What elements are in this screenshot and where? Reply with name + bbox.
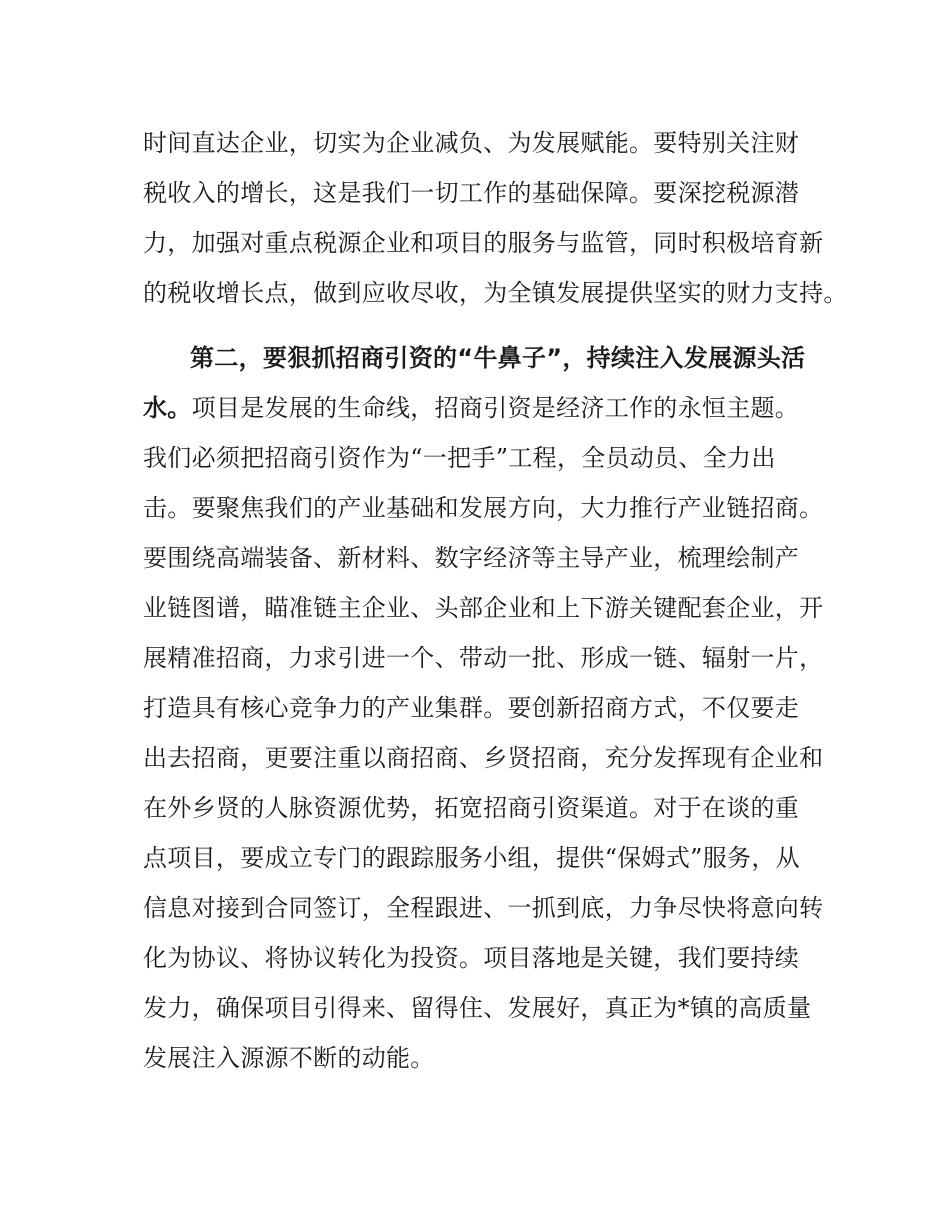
text-line: 打造具有核心竞争力的产业集群。要创新招商方式，不仅要走 [143, 694, 800, 722]
text-line: 时间直达企业，切实为企业减负、为发展赋能。要特别关注财 [143, 129, 800, 157]
text-line: 发力，确保项目引得来、留得住、发展好，真正为*镇的高质量 [143, 994, 812, 1022]
text-line: 点项目，要成立专门的跟踪服务小组，提供“保姆式”服务，从 [143, 844, 800, 872]
text-line: 发展注入源源不断的动能。 [143, 1044, 435, 1072]
text-line: 出去招商，更要注重以商招商、乡贤招商，充分发挥现有企业和 [143, 744, 824, 772]
text-line: 信息对接到合同签订，全程跟进、一抓到底，力争尽快将意向转 [143, 894, 824, 922]
text-span: 项目是发展的生命线，招商引资是经济工作的永恒主题。 [191, 394, 800, 422]
text-line: 要围绕高端装备、新材料、数字经济等主导产业，梳理绘制产 [143, 544, 800, 572]
text-line: 击。要聚焦我们的产业基础和发展方向，大力推行产业链招商。 [143, 494, 824, 522]
section-heading-end: 水。 [143, 394, 192, 422]
text-line: 我们必须把招商引资作为“一把手”工程，全员动员、全力出 [143, 444, 776, 472]
text-line: 的税收增长点，做到应收尽收，为全镇发展提供坚实的财力支持。 [143, 279, 848, 307]
text-line: 展精准招商，力求引进一个、带动一批、形成一链、辐射一片， [143, 644, 824, 672]
text-line: 力，加强对重点税源企业和项目的服务与监管，同时积极培育新 [143, 229, 824, 257]
text-line: 业链图谱，瞄准链主企业、头部企业和上下游关键配套企业，开 [143, 594, 824, 622]
text-line: 在外乡贤的人脉资源优势，拓宽招商引资渠道。对于在谈的重 [143, 794, 800, 822]
text-line: 化为协议、将协议转化为投资。项目落地是关键，我们要持续 [143, 944, 800, 972]
text-line: 税收入的增长，这是我们一切工作的基础保障。要深挖税源潜 [143, 179, 800, 207]
section-heading: 第二，要狠抓招商引资的“牛鼻子”，持续注入发展源头活 [190, 344, 806, 372]
text-line [143, 388, 799, 428]
